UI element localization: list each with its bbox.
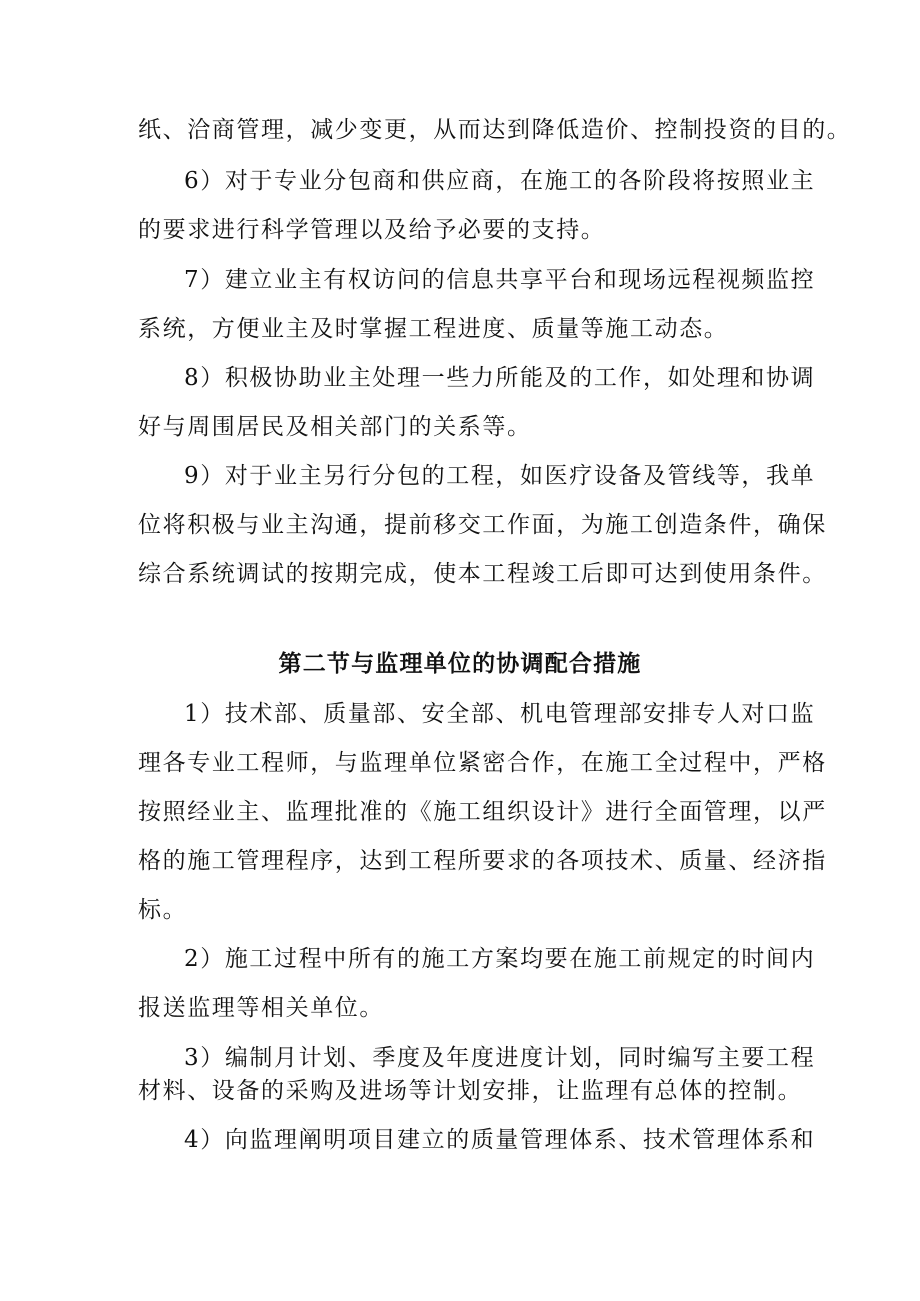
paragraph-line: 按照经业主、监理批准的《施工组织设计》进行全面管理，以严 bbox=[138, 799, 827, 825]
paragraph-line: 位将积极与业主沟通，提前移交工作面，为施工创造条件，确保 bbox=[138, 512, 827, 538]
paragraph-line: 综合系统调试的按期完成，使本工程竣工后即可达到使用条件。 bbox=[138, 561, 827, 587]
paragraph-line: 的要求进行科学管理以及给予必要的支持。 bbox=[138, 217, 606, 243]
paragraph-line: 7）建立业主有权访问的信息共享平台和现场远程视频监控 bbox=[184, 267, 816, 293]
paragraph-line: 标。 bbox=[138, 897, 188, 923]
paragraph-line: 4）向监理阐明项目建立的质量管理体系、技术管理体系和 bbox=[184, 1127, 816, 1153]
paragraph-line: 8）积极协助业主处理一些力所能及的工作，如处理和协调 bbox=[184, 365, 816, 391]
paragraph-line: 2）施工过程中所有的施工方案均要在施工前规定的时间内 bbox=[184, 946, 816, 972]
paragraph-line: 格的施工管理程序，达到工程所要求的各项技术、质量、经济指 bbox=[138, 848, 827, 874]
paragraph-line: 材料、设备的采购及进场等计划安排，让监理有总体的控制。 bbox=[138, 1078, 803, 1104]
section-heading: 第二节与监理单位的协调配合措施 bbox=[278, 650, 642, 677]
paragraph-line: 1）技术部、质量部、安全部、机电管理部安排专人对口监 bbox=[184, 701, 816, 727]
paragraph-line: 9）对于业主另行分包的工程，如医疗设备及管线等，我单 bbox=[184, 463, 816, 489]
paragraph-line: 纸、洽商管理，减少变更，从而达到降低造价、控制投资的目的。 bbox=[138, 117, 852, 143]
paragraph-line: 系统，方便业主及时掌握工程进度、质量等施工动态。 bbox=[138, 316, 729, 342]
paragraph-line: 3）编制月计划、季度及年度进度计划，同时编写主要工程 bbox=[184, 1045, 816, 1071]
paragraph-line: 6）对于专业分包商和供应商，在施工的各阶段将按照业主 bbox=[184, 168, 816, 194]
paragraph-line: 报送监理等相关单位。 bbox=[138, 995, 384, 1021]
paragraph-line: 理各专业工程师，与监理单位紧密合作，在施工全过程中，严格 bbox=[138, 750, 827, 776]
paragraph-line: 好与周围居民及相关部门的关系等。 bbox=[138, 414, 532, 440]
